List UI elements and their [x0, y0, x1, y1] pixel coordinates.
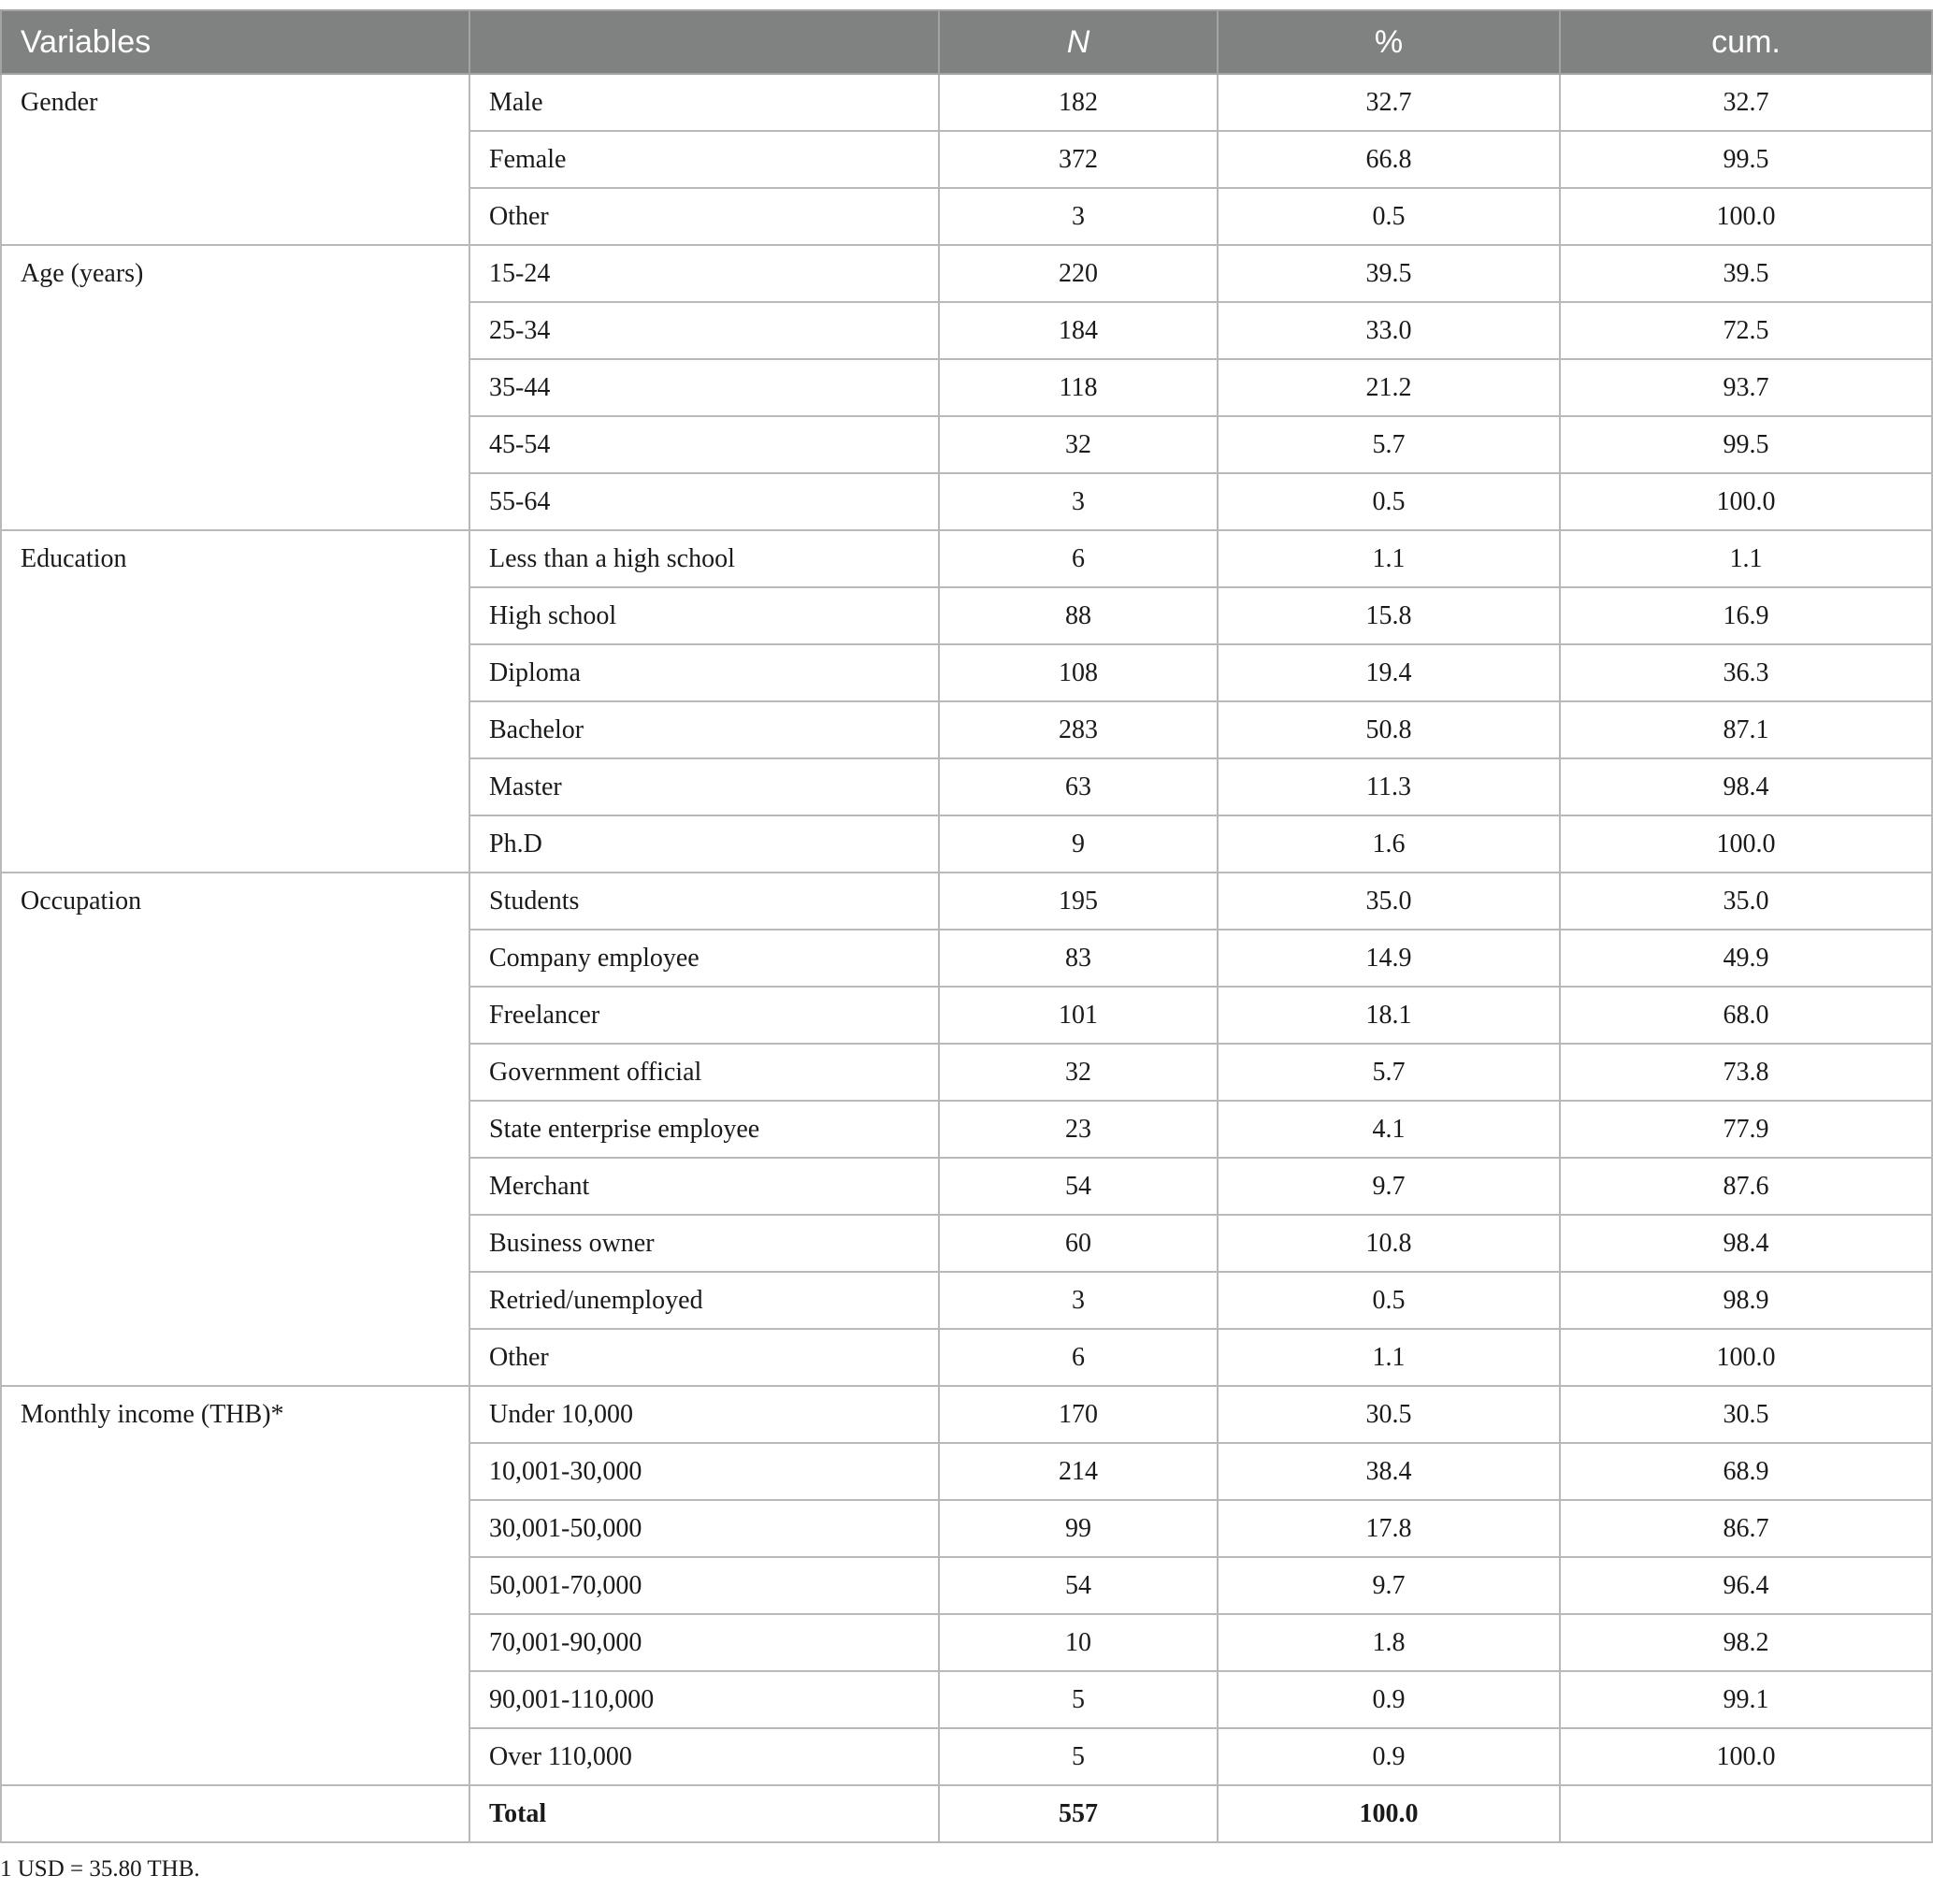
count-cell: 372 [939, 131, 1218, 188]
percent-cell: 33.0 [1218, 302, 1560, 359]
group-label: Occupation [1, 873, 469, 1386]
count-cell: 60 [939, 1215, 1218, 1272]
cumulative-cell: 99.5 [1560, 416, 1932, 473]
category-label: Retried/unemployed [469, 1272, 939, 1329]
count-cell: 32 [939, 1044, 1218, 1101]
group-label: Gender [1, 74, 469, 245]
table-row [1, 1386, 1932, 1443]
cumulative-cell: 73.8 [1560, 1044, 1932, 1101]
percent-cell: 1.1 [1218, 530, 1560, 587]
category-label: Bachelor [469, 701, 939, 758]
cumulative-cell: 32.7 [1560, 74, 1932, 131]
count-cell: 54 [939, 1158, 1218, 1215]
percent-cell: 0.5 [1218, 473, 1560, 530]
category-label: Under 10,000 [469, 1386, 939, 1443]
percent-cell: 1.1 [1218, 1329, 1560, 1386]
count-cell: 3 [939, 188, 1218, 245]
percent-cell: 35.0 [1218, 873, 1560, 930]
count-cell: 32 [939, 416, 1218, 473]
count-cell: 5 [939, 1728, 1218, 1785]
percent-cell: 9.7 [1218, 1557, 1560, 1614]
cumulative-cell: 35.0 [1560, 873, 1932, 930]
cumulative-cell: 72.5 [1560, 302, 1932, 359]
category-label: State enterprise employee [469, 1101, 939, 1158]
percent-cell: 1.8 [1218, 1614, 1560, 1671]
category-label: Other [469, 188, 939, 245]
percent-cell: 32.7 [1218, 74, 1560, 131]
count-cell: 23 [939, 1101, 1218, 1158]
count-cell: 184 [939, 302, 1218, 359]
count-cell: 99 [939, 1500, 1218, 1557]
category-label: Government official [469, 1044, 939, 1101]
category-label: Over 110,000 [469, 1728, 939, 1785]
percent-cell: 19.4 [1218, 644, 1560, 701]
percent-cell: 9.7 [1218, 1158, 1560, 1215]
category-label: Business owner [469, 1215, 939, 1272]
cumulative-cell: 100.0 [1560, 188, 1932, 245]
category-label: 70,001-90,000 [469, 1614, 939, 1671]
cumulative-cell: 93.7 [1560, 359, 1932, 416]
category-label: Other [469, 1329, 939, 1386]
cumulative-cell: 100.0 [1560, 815, 1932, 873]
percent-cell: 39.5 [1218, 245, 1560, 302]
cumulative-cell: 49.9 [1560, 930, 1932, 987]
percent-cell: 0.5 [1218, 188, 1560, 245]
category-label: 90,001-110,000 [469, 1671, 939, 1728]
cumulative-cell: 86.7 [1560, 1500, 1932, 1557]
percent-cell: 5.7 [1218, 1044, 1560, 1101]
category-label: 35-44 [469, 359, 939, 416]
total-cumulative [1560, 1785, 1932, 1842]
percent-cell: 5.7 [1218, 416, 1560, 473]
category-label: Company employee [469, 930, 939, 987]
category-label: 25-34 [469, 302, 939, 359]
percent-cell: 1.6 [1218, 815, 1560, 873]
cumulative-cell: 87.1 [1560, 701, 1932, 758]
category-label: Male [469, 74, 939, 131]
cumulative-cell: 87.6 [1560, 1158, 1932, 1215]
cumulative-cell: 16.9 [1560, 587, 1932, 644]
category-label: Master [469, 758, 939, 815]
percent-cell: 0.9 [1218, 1671, 1560, 1728]
count-cell: 88 [939, 587, 1218, 644]
percent-cell: 4.1 [1218, 1101, 1560, 1158]
category-label: Diploma [469, 644, 939, 701]
header-cumulative: cum. [1560, 10, 1932, 74]
category-label: High school [469, 587, 939, 644]
percent-cell: 17.8 [1218, 1500, 1560, 1557]
percent-cell: 10.8 [1218, 1215, 1560, 1272]
cumulative-cell: 99.1 [1560, 1671, 1932, 1728]
category-label: Students [469, 873, 939, 930]
header-percent: % [1218, 10, 1560, 74]
table-row [1, 74, 1932, 131]
category-label: 10,001-30,000 [469, 1443, 939, 1500]
table-body [1, 74, 1932, 1842]
category-label: 30,001-50,000 [469, 1500, 939, 1557]
category-label: Ph.D [469, 815, 939, 873]
category-label: 15-24 [469, 245, 939, 302]
count-cell: 83 [939, 930, 1218, 987]
percent-cell: 50.8 [1218, 701, 1560, 758]
category-label: Merchant [469, 1158, 939, 1215]
cumulative-cell: 99.5 [1560, 131, 1932, 188]
percent-cell: 66.8 [1218, 131, 1560, 188]
count-cell: 118 [939, 359, 1218, 416]
table-header [1, 10, 1932, 74]
category-label: Less than a high school [469, 530, 939, 587]
group-label: Monthly income (THB)* [1, 1386, 469, 1785]
percent-cell: 0.9 [1218, 1728, 1560, 1785]
count-cell: 182 [939, 74, 1218, 131]
percent-cell: 0.5 [1218, 1272, 1560, 1329]
total-row [1, 1785, 1932, 1842]
percent-cell: 21.2 [1218, 359, 1560, 416]
total-count: 557 [939, 1785, 1218, 1842]
count-cell: 63 [939, 758, 1218, 815]
category-label: 50,001-70,000 [469, 1557, 939, 1614]
table-container [0, 9, 1933, 1882]
count-cell: 3 [939, 473, 1218, 530]
total-empty-cell [1, 1785, 469, 1842]
cumulative-cell: 98.9 [1560, 1272, 1932, 1329]
percent-cell: 11.3 [1218, 758, 1560, 815]
count-cell: 170 [939, 1386, 1218, 1443]
header-n: N [939, 10, 1218, 74]
category-label: Freelancer [469, 987, 939, 1044]
cumulative-cell: 98.2 [1560, 1614, 1932, 1671]
percent-cell: 18.1 [1218, 987, 1560, 1044]
count-cell: 10 [939, 1614, 1218, 1671]
count-cell: 9 [939, 815, 1218, 873]
count-cell: 195 [939, 873, 1218, 930]
count-cell: 283 [939, 701, 1218, 758]
count-cell: 108 [939, 644, 1218, 701]
percent-cell: 38.4 [1218, 1443, 1560, 1500]
cumulative-cell: 30.5 [1560, 1386, 1932, 1443]
cumulative-cell: 1.1 [1560, 530, 1932, 587]
table-row [1, 245, 1932, 302]
demographics-table [0, 9, 1933, 1843]
category-label: Female [469, 131, 939, 188]
group-label: Age (years) [1, 245, 469, 530]
cumulative-cell: 68.9 [1560, 1443, 1932, 1500]
count-cell: 3 [939, 1272, 1218, 1329]
count-cell: 54 [939, 1557, 1218, 1614]
header-row [1, 10, 1932, 74]
cumulative-cell: 68.0 [1560, 987, 1932, 1044]
count-cell: 5 [939, 1671, 1218, 1728]
category-label: 55-64 [469, 473, 939, 530]
cumulative-cell: 98.4 [1560, 1215, 1932, 1272]
count-cell: 6 [939, 530, 1218, 587]
total-percent: 100.0 [1218, 1785, 1560, 1842]
cumulative-cell: 39.5 [1560, 245, 1932, 302]
cumulative-cell: 36.3 [1560, 644, 1932, 701]
cumulative-cell: 100.0 [1560, 1329, 1932, 1386]
table-footnote: 1 USD = 35.80 THB. [0, 1856, 200, 1882]
cumulative-cell: 98.4 [1560, 758, 1932, 815]
category-label: 45-54 [469, 416, 939, 473]
header-variables: Variables [1, 10, 469, 74]
cumulative-cell: 100.0 [1560, 1728, 1932, 1785]
cumulative-cell: 77.9 [1560, 1101, 1932, 1158]
cumulative-cell: 96.4 [1560, 1557, 1932, 1614]
count-cell: 220 [939, 245, 1218, 302]
header-category [469, 10, 939, 74]
table-row [1, 873, 1932, 930]
total-label: Total [469, 1785, 939, 1842]
percent-cell: 30.5 [1218, 1386, 1560, 1443]
count-cell: 101 [939, 987, 1218, 1044]
count-cell: 6 [939, 1329, 1218, 1386]
percent-cell: 14.9 [1218, 930, 1560, 987]
cumulative-cell: 100.0 [1560, 473, 1932, 530]
table-row [1, 530, 1932, 587]
group-label: Education [1, 530, 469, 873]
count-cell: 214 [939, 1443, 1218, 1500]
percent-cell: 15.8 [1218, 587, 1560, 644]
